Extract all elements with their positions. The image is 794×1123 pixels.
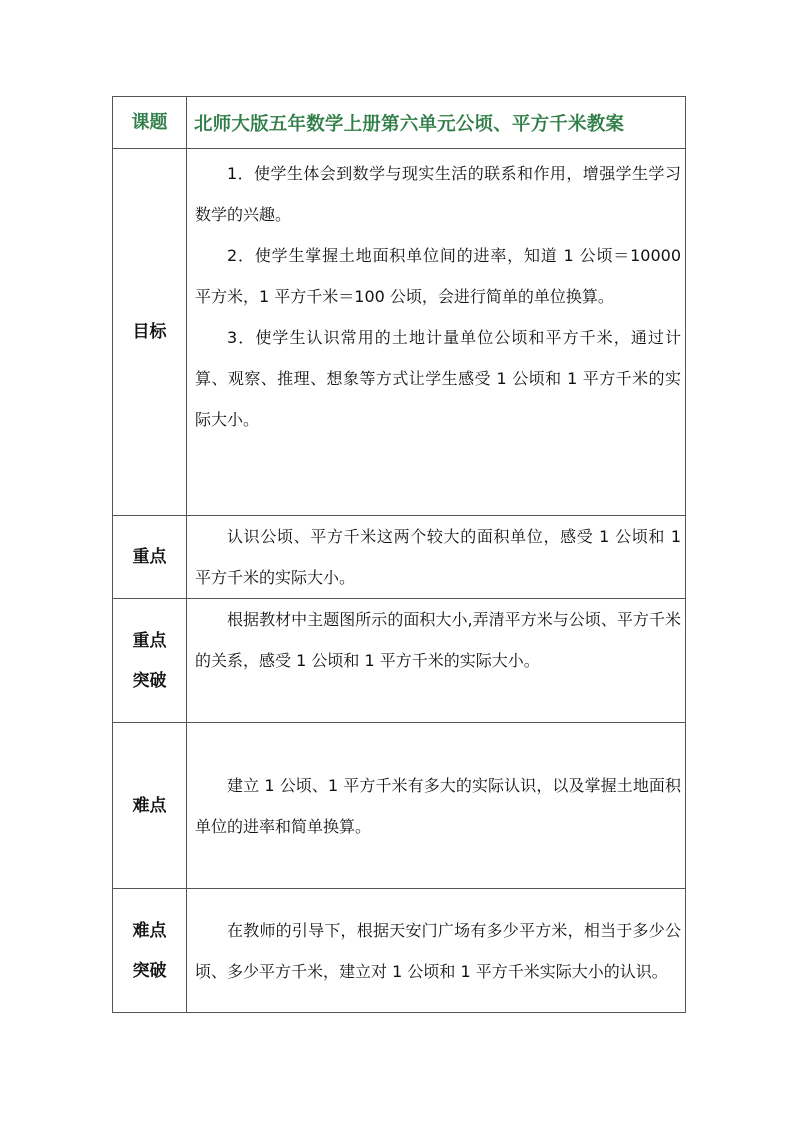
difficulty-label: 难点 [113,723,187,889]
key-breakthrough-label-line2: 突破 [132,670,167,691]
title-label: 课题 [113,97,187,149]
key-breakthrough-label [113,599,187,723]
lesson-plan-table [112,96,686,1013]
goal-row [113,149,686,516]
key-point-row [113,516,686,599]
difficulty-breakthrough-label-line1: 难点 [132,920,167,941]
goal-item-3: 3．使学生认识常用的土地计量单位公顷和平方千米，通过计算、观察、推理、想象等方式让学生感受 1 公顷和 1 平方千米的实际大小。 [195,328,681,429]
difficulty-text: 建立 1 公顷、1 平方千米有多大的实际认识，以及掌握土地面积单位的进率和简单换算。 [195,775,681,836]
goal-content [187,149,686,516]
difficulty-breakthrough-row [113,889,686,1013]
lesson-title: 北师大版五年数学上册第六单元公顷、平方千米教案 [187,97,686,149]
key-breakthrough-content [187,599,686,723]
key-point-label: 重点 [113,516,187,599]
key-point-text: 认识公顷、平方千米这两个较大的面积单位，感受 1 公顷和 1 平方千米的实际大小。 [195,527,681,587]
goal-item-1: 1．使学生体会到数学与现实生活的联系和作用，增强学生学习数学的兴趣。 [195,164,681,224]
goal-label: 目标 [113,149,187,516]
key-point-content [187,516,686,599]
difficulty-breakthrough-label-line2: 突破 [132,960,167,981]
difficulty-row [113,723,686,889]
difficulty-content [187,723,686,889]
difficulty-breakthrough-label [113,889,187,1013]
title-row [113,97,686,149]
key-breakthrough-label-line1: 重点 [132,630,167,651]
difficulty-breakthrough-text: 在教师的引导下，根据天安门广场有多少平方米，相当于多少公顷、多少平方千米，建立对 1 公顷和 1 平方千米实际大小的认识。 [195,920,681,981]
goal-item-2: 2．使学生掌握土地面积单位间的进率，知道 1 公顷＝10000 平方米，1 平方千米＝100 公顷，会进行简单的单位换算。 [195,246,681,306]
key-breakthrough-row [113,599,686,723]
difficulty-breakthrough-content [187,889,686,1013]
key-breakthrough-text: 根据教材中主题图所示的面积大小,弄清平方米与公顷、平方千米的关系，感受 1 公顷和 1 平方千米的实际大小。 [195,610,681,670]
